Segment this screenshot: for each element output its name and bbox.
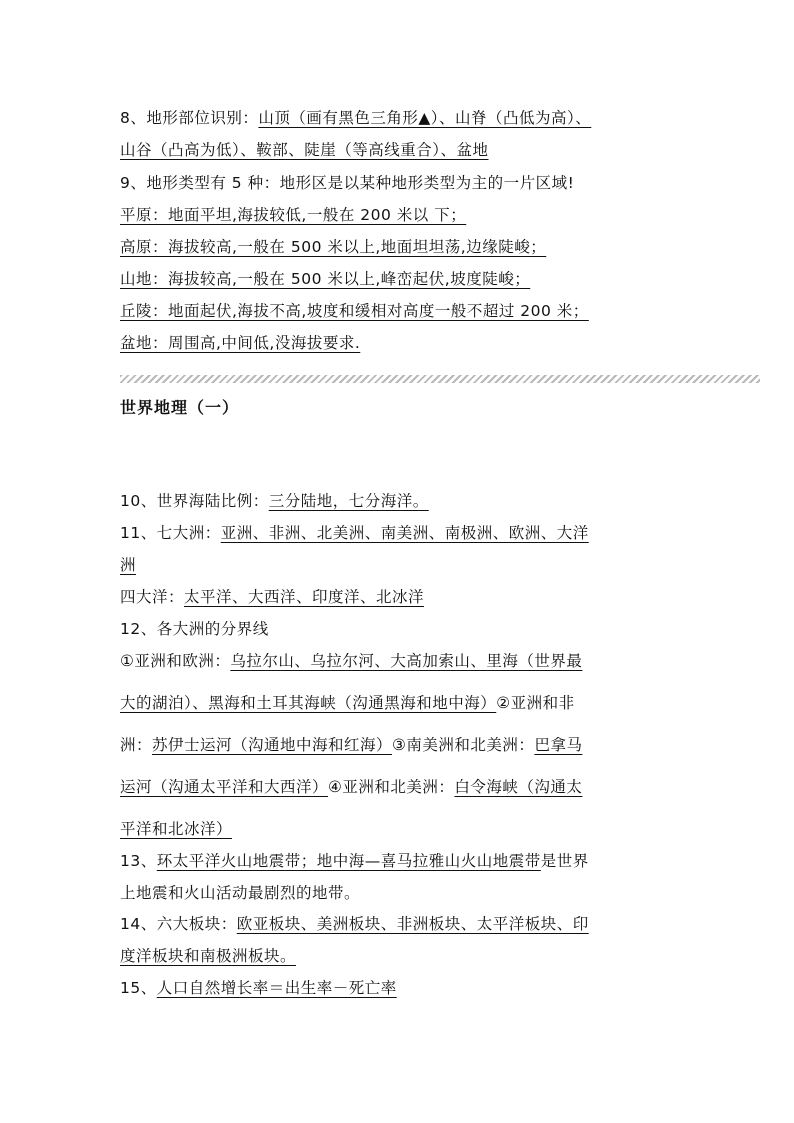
boundary4-answer: 运河（沟通太平洋和大西洋） [120,778,329,796]
line-item13-b: 上地震和火山活动最剧烈的地带。 [120,884,361,902]
boundary4-answer2: 白令海峡（沟通太 [454,778,583,796]
item14-answer: 欧亚板块、美洲板块、非洲板块、太平洋板块、印 [236,915,589,933]
item13-answer: 环太平洋火山地震带；地中海—喜马拉雅山火山地震带 [156,852,541,870]
item13-prefix: 13、 [120,852,157,870]
oceans-answer: 太平洋、大西洋、印度洋、北冰洋 [184,588,425,606]
boundary2-answer: 大的湖泊）、黑海和土耳其海峡（沟通黑海和地中海） [120,694,497,712]
boundary3-head: 洲： [120,736,153,754]
line-boundary-4 [120,777,582,797]
line-boundary-1 [120,651,582,671]
item10-answer: 三分陆地，七分海洋。 [268,492,429,510]
boundary3-mid: ③南美洲和北美洲： [392,736,535,754]
line-boundary-2 [120,693,575,713]
boundary2-tail: ②亚洲和非 [496,694,575,712]
boundary3-answer2: 巴拿马 [534,736,583,754]
oceans-prefix: 四大洋： [120,588,185,606]
item11-answer: 亚洲、非洲、北美洲、南美洲、南极洲、欧洲、大洋 [220,524,589,542]
item10-prefix: 10、世界海陆比例： [120,492,269,510]
line-item10 [120,491,429,511]
line-item15 [120,978,397,998]
line-mountain: 山地：海拔较高,一般在 500 米以上,峰峦起伏,坡度陡峻； [120,270,531,288]
line-hills: 丘陵：地面起伏,海拔不高,坡度和缓相对高度一般不超过 200 米； [120,302,589,320]
line-basin: 盆地：周围高,中间低,没海拔要求. [120,334,361,352]
item11-prefix: 11、七大洲： [120,524,221,542]
line-item14-a [120,914,589,934]
boundary1-answer: 乌拉尔山、乌拉尔河、大高加索山、里海（世界最 [230,652,583,670]
line-item12-head: 12、各大洲的分界线 [120,620,269,638]
line-plain: 平原：地面平坦,海拔较低,一般在 200 米以 下； [120,206,467,224]
line-item8-b: 山谷（凸高为低）、鞍部、陡崖（等高线重合）、盆地 [120,141,489,159]
line-boundary-3 [120,735,582,755]
section-title: 世界地理（一） [120,398,240,417]
line-item9-head: 9、地形类型有 5 种：地形区是以某种地形类型为主的一片区域! [120,174,575,192]
line-oceans [120,587,424,607]
line-plateau: 高原：海拔较高,一般在 500 米以上,地面坦坦荡,边缘陡峻； [120,238,547,256]
item15-prefix: 15、 [120,979,157,997]
item14-prefix: 14、六大板块： [120,915,237,933]
line-item8-a [120,108,591,128]
line-item14-b: 度洋板块和南极洲板块。 [120,947,297,965]
item8-prefix: 8、地形部位识别： [120,109,259,127]
boundary1-prefix: ①亚洲和欧洲： [120,652,231,670]
boundary3-answer: 苏伊士运河（沟通地中海和红海） [152,736,393,754]
hatched-divider [120,375,760,383]
item13-tail: 是世界 [540,852,589,870]
line-boundary-5: 平洋和北冰洋） [120,820,233,838]
boundary4-mid: ④亚洲和北美洲： [328,778,455,796]
line-item13-a [120,851,589,871]
item15-answer: 人口自然增长率＝出生率－死亡率 [156,979,397,997]
item8-answer-part1: 山顶（画有黑色三角形▲）、山脊（凸低为高）、 [258,109,592,127]
line-item11-a [120,523,589,543]
line-item11-b: 洲 [120,556,137,574]
